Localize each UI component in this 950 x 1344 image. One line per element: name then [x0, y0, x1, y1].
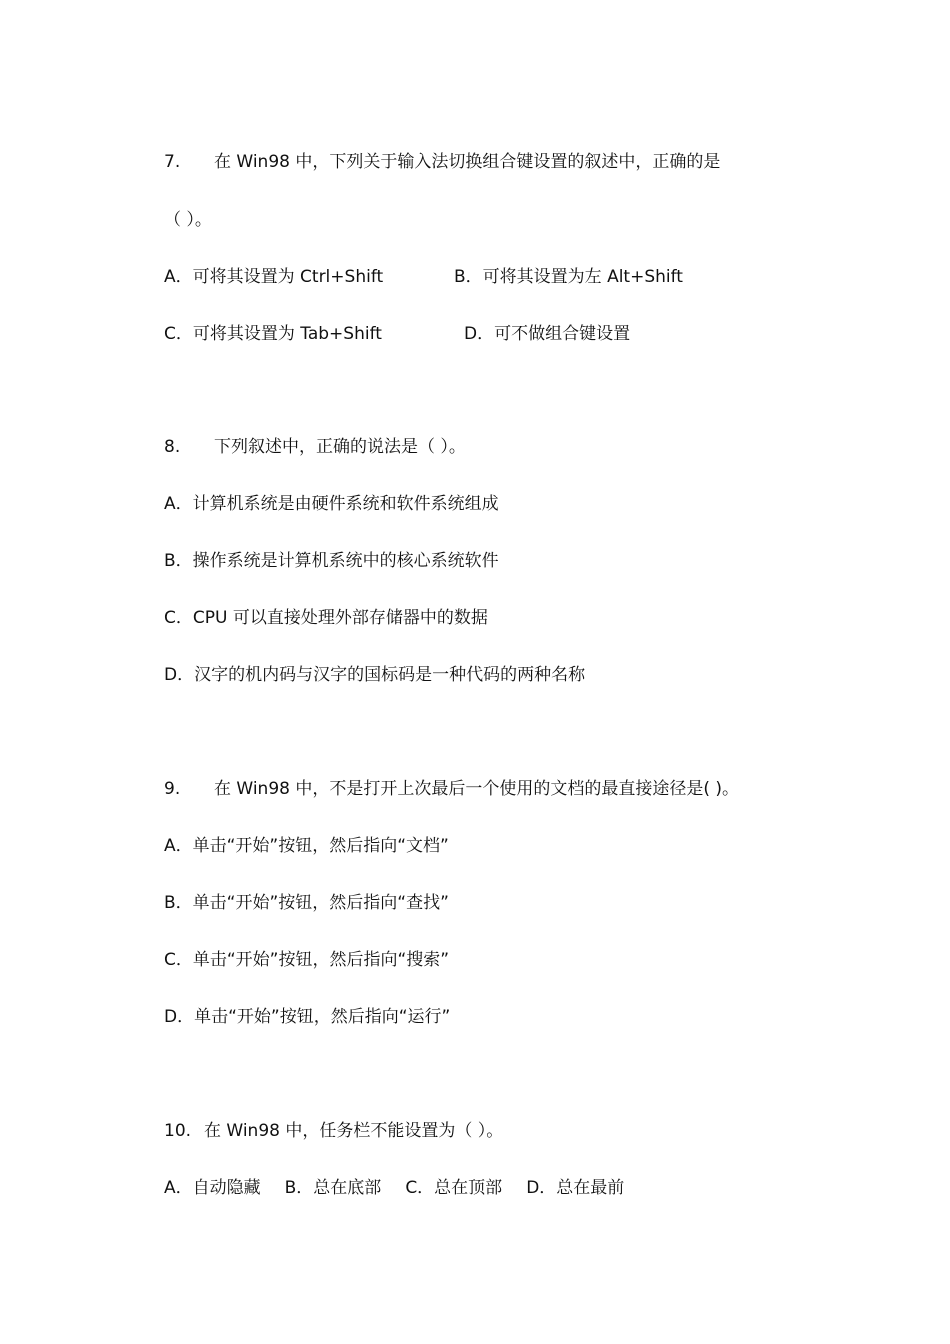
- question-7-options-row-2: [164, 323, 864, 345]
- question-text: 在 Win98 中，任务栏不能设置为（ ）。: [204, 1121, 504, 1141]
- question-10-options: [164, 1177, 624, 1199]
- option-d: D．总在最前: [526, 1178, 625, 1198]
- question-9-stem: [164, 778, 739, 800]
- option-a: A．可将其设置为 Ctrl+Shift: [164, 267, 384, 287]
- question-8-option-d: D．汉字的机内码与汉字的国标码是一种代码的两种名称: [164, 665, 586, 685]
- option-b: B．可将其设置为左 Alt+Shift: [454, 267, 683, 287]
- question-10-stem: [164, 1120, 503, 1142]
- option-c: C．总在顶部: [405, 1178, 503, 1198]
- question-number: 10.: [164, 1121, 192, 1141]
- option-a: A．自动隐藏: [164, 1178, 261, 1198]
- question-number: 7.: [164, 152, 181, 172]
- question-number: 9.: [164, 779, 181, 799]
- option-c: C．可将其设置为 Tab+Shift: [164, 324, 382, 344]
- question-9-option-a: A．单击“开始”按钮，然后指向“文档”: [164, 836, 449, 856]
- question-text: 在 Win98 中，不是打开上次最后一个使用的文档的最直接途径是( )。: [214, 779, 740, 799]
- question-9-option-c: C．单击“开始”按钮，然后指向“搜索”: [164, 950, 450, 970]
- question-9-option-d: D．单击“开始”按钮，然后指向“运行”: [164, 1007, 451, 1027]
- question-7-options-row-1: [164, 266, 864, 288]
- question-7-stem-continued: （ ）。: [164, 210, 212, 230]
- question-8-option-b: B．操作系统是计算机系统中的核心系统软件: [164, 551, 499, 571]
- question-text: 在 Win98 中，下列关于输入法切换组合键设置的叙述中，正确的是: [214, 152, 721, 172]
- question-text: 下列叙述中，正确的说法是（ ）。: [214, 437, 466, 457]
- question-7-stem: [164, 151, 720, 173]
- question-8-option-a: A．计算机系统是由硬件系统和软件系统组成: [164, 494, 499, 514]
- option-b: B．总在底部: [284, 1178, 382, 1198]
- question-number: 8.: [164, 437, 181, 457]
- option-d: D．可不做组合键设置: [464, 324, 631, 344]
- question-9-option-b: B．单击“开始”按钮，然后指向“查找”: [164, 893, 449, 913]
- question-8-stem: [164, 436, 466, 458]
- question-8-option-c: C．CPU 可以直接处理外部存储器中的数据: [164, 608, 488, 628]
